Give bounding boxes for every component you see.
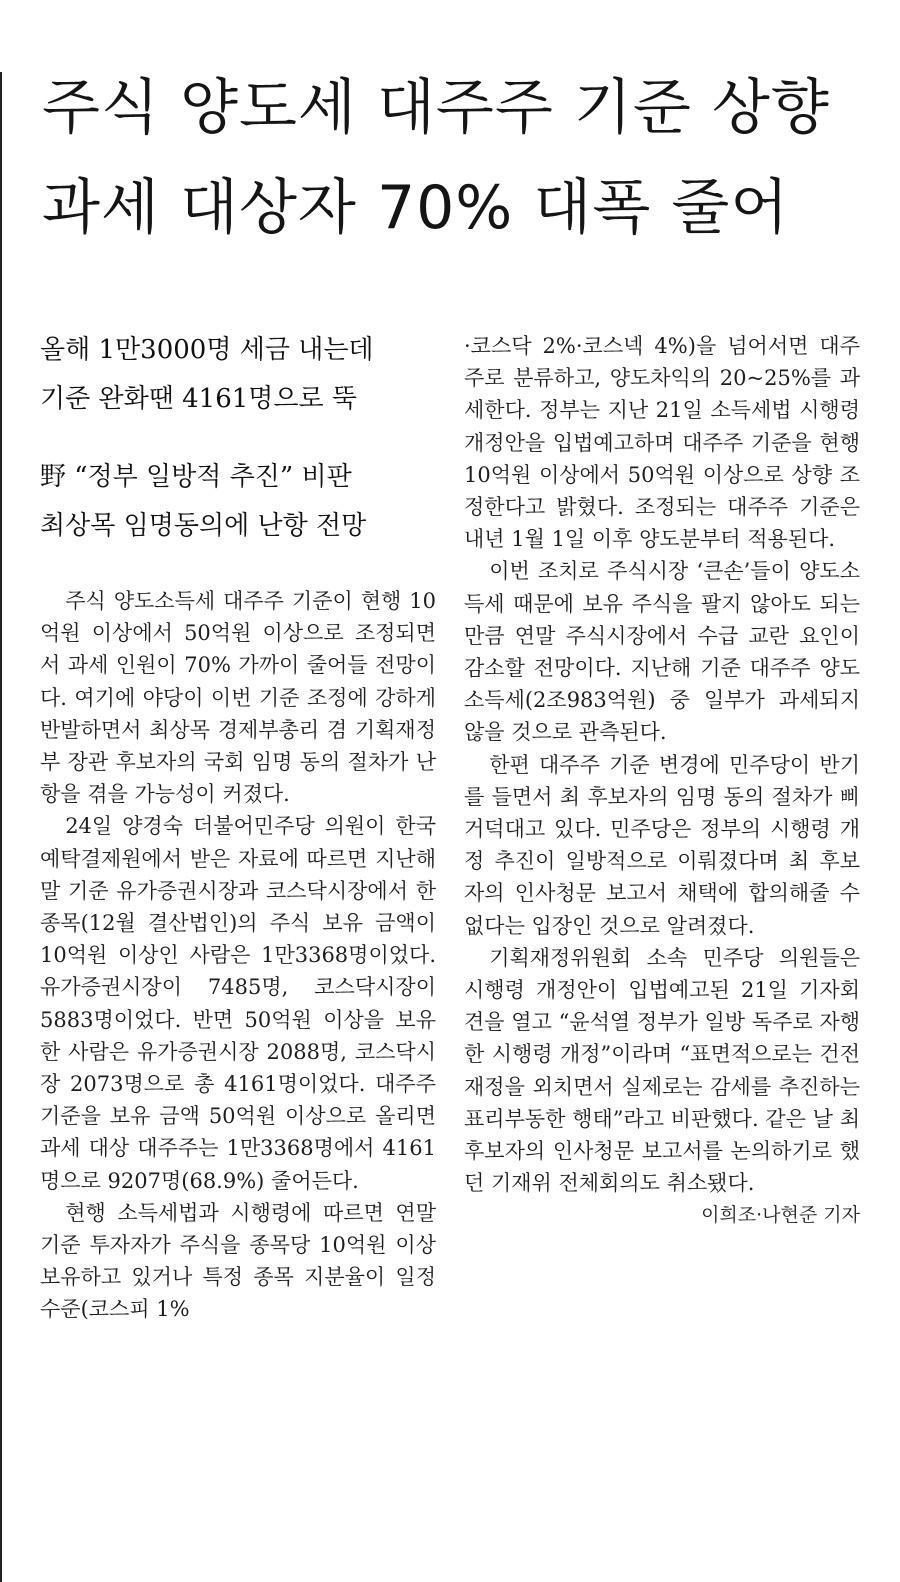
headline-line-2: 과세 대상자 70% 대폭 줄어 <box>42 173 790 243</box>
body-paragraph-continued: ·코스닥 2%·코스넥 4%)을 넘어서면 대주주로 분류하고, 양도차익의 20~25%를 과세한다. 정부는 지난 21일 소득세법 시행령 개정안을 입법예고하며 대주주 기준을 현행 10억원 이상에서 50억원 이상으로 상향 조정한다고 밝혔다. 조정되는 대주주 기준은 내년 1월 1일 이후 양도분부터 적용된다. <box>464 334 860 552</box>
headline <box>42 58 872 258</box>
body-paragraph: 주식 양도소득세 대주주 기준이 현행 10억원 이상에서 50억원 이상으로 조정되면서 과세 인원이 70% 가까이 줄어들 전망이다. 여기에 야당이 이번 기준 조정에 강하게 반발하면서 최상목 경제부총리 겸 기획재정부 장관 후보자의 국회 임명 동의 절차가 난항을 겪을 가능성이 커졌다. <box>40 589 436 807</box>
subheadline-line: 野 “정부 일방적 추진” 비판 <box>40 462 352 492</box>
subheadline-line: 최상목 임명동의에 난항 전망 <box>40 511 367 541</box>
article-body-left-column <box>40 585 436 1326</box>
subheadline-group-2 <box>40 453 440 551</box>
body-paragraph: 한편 대주주 기준 변경에 민주당이 반기를 들면서 최 후보자의 임명 동의 절차가 삐거덕대고 있다. 민주당은 정부의 시행령 개정 추진이 일방적으로 이뤄졌다며 최 후보자의 인사청문 보고서 채택에 합의해줄 수 없다는 입장인 것으로 알려졌다. <box>464 752 860 938</box>
body-paragraph: 현행 소득세법과 시행령에 따르면 연말 기준 투자자가 주식을 종목당 10억원 이상 보유하고 있거나 특정 종목 지분율이 일정 수준(코스피 1% <box>40 1200 436 1322</box>
body-paragraph-last <box>464 942 860 1227</box>
headline-line-1: 주식 양도세 대주주 기준 상향 <box>42 73 830 143</box>
body-paragraph-text: 기획재정위원회 소속 민주당 의원들은 시행령 개정안이 입법예고된 21일 기자회견을 열고 “윤석열 정부가 일방 독주로 자행한 시행령 개정”이라며 “표면적으로는 건전재정을 외치면서 실제로는 감세를 추진하는 표리부동한 행태”라고 비판했다. 같은 날 최 후보자의 인사청문 보고서를 논의하기로 했던 기재위 전체회의도 취소됐다. <box>464 945 860 1196</box>
subheadline-line: 올해 1만3000명 세금 내는데 <box>40 335 374 365</box>
left-column-rule <box>0 72 2 1582</box>
body-paragraph: 이번 조치로 주식시장 ‘큰손’들이 양도소득세 때문에 보유 주식을 팔지 않아도 되는 만큼 연말 주식시장에서 수급 교란 요인이 감소할 전망이다. 지난해 기준 대주주 양도소득세(2조983억원) 중 일부가 과세되지 않을 것으로 관측된다. <box>464 559 860 745</box>
subheadline-group-1 <box>40 326 440 424</box>
byline: 이희조·나현준 기자 <box>701 1204 860 1227</box>
body-paragraph: 24일 양경숙 더불어민주당 의원이 한국예탁결제원에서 받은 자료에 따르면 지난해 말 기준 유가증권시장과 코스닥시장에서 한 종목(12월 결산법인)의 주식 보유 금액이 10억원 이상인 사람은 1만3368명이었다. 유가증권시장이 7485명, 코스닥시장이 5883명이었다. 반면 50억원 이상을 보유한 사람은 유가증권시장 2088명, 코스닥시장 2073명으로 총 4161명이었다. 대주주 기준을 보유 금액 50억원 이상으로 올리면 과세 대상 대주주는 1만3368명에서 4161명으로 9207명(68.9%) 줄어든다. <box>40 814 436 1193</box>
article-body-right-column <box>464 330 860 1232</box>
subheadline-line: 기준 완화땐 4161명으로 뚝 <box>40 384 358 414</box>
